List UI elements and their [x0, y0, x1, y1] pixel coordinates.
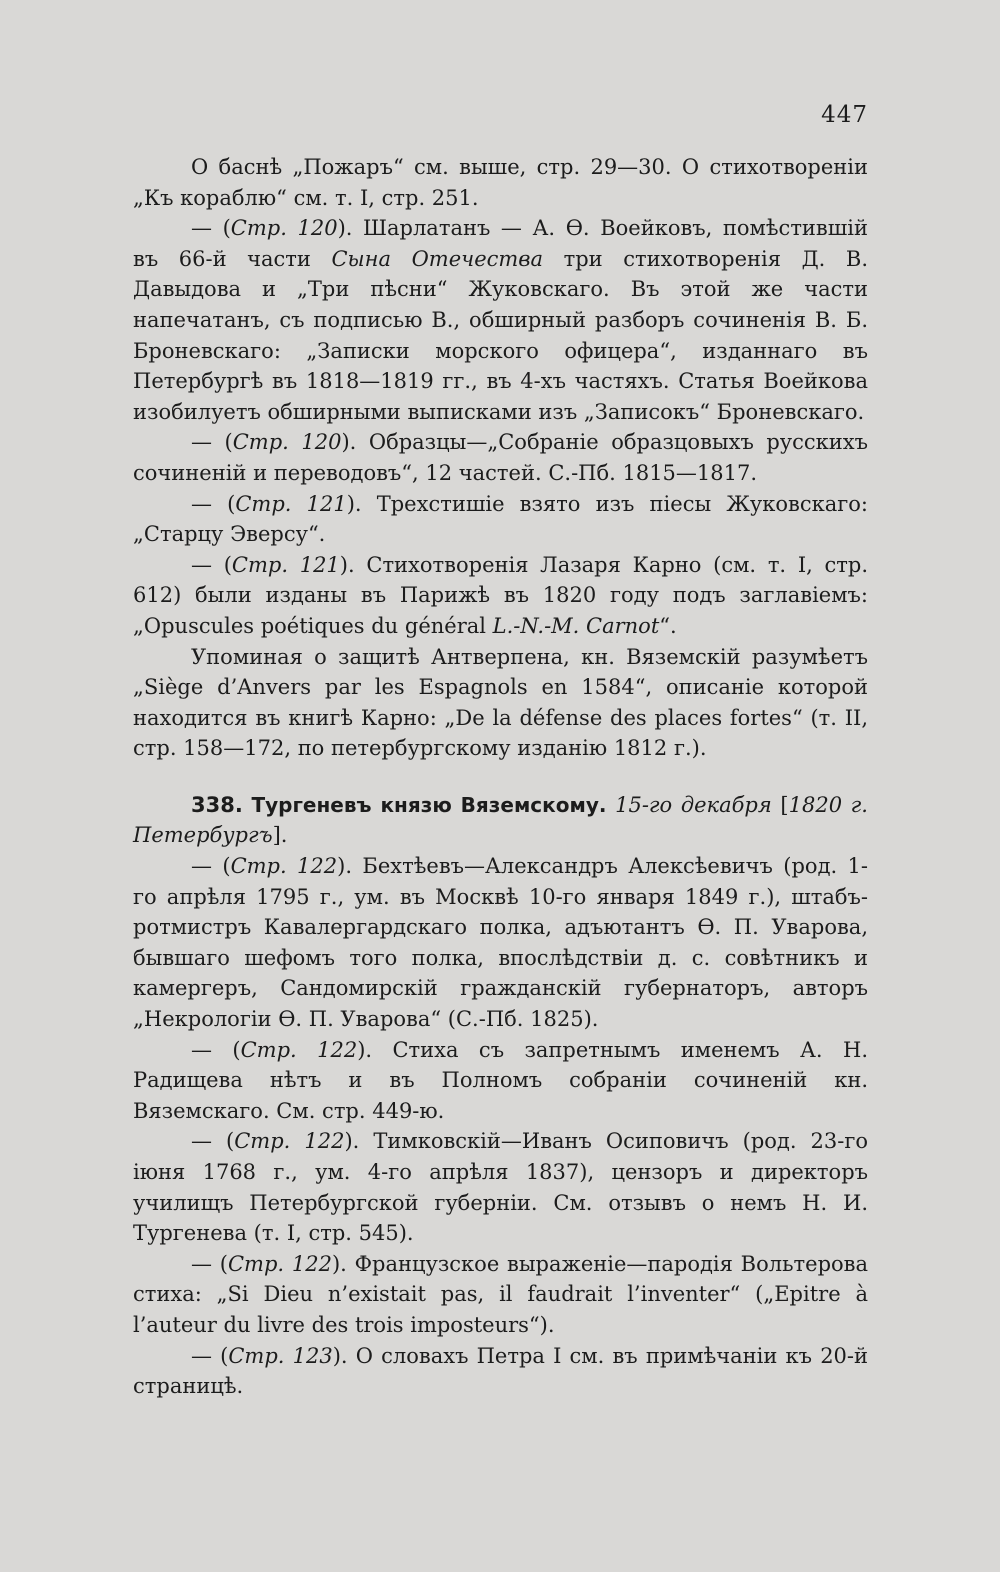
paragraph-text: ). Французское выраженіе—пародія Вольтерова стиха: „Si Dieu n’existait pas, il faudrait l’inventer“ („Epitre à l’auteur du livre des trois imposteurs“).: [133, 1251, 868, 1337]
section-title: Тургеневъ князю Вяземскому.: [251, 792, 607, 817]
paragraph-text: ). О словахъ Петра I см. въ примѣчаніи къ 20-й страницѣ.: [133, 1343, 869, 1399]
paragraph-obraztsy: [133, 427, 868, 488]
paragraph-voltaire: [133, 1249, 868, 1341]
page-reference: Стр. 122: [227, 1251, 332, 1276]
paragraph-text: — (: [191, 216, 231, 241]
paragraph-text: ). Бехтѣевъ—Александръ Алексѣевичъ (род. 1-го апрѣля 1795 г., ум. въ Москвѣ 10-го января 1849 г.), штабъ-ротмистръ Кавалергардскаго полка, адъютантъ Ѳ. П. Уварова, бывшаго шефомъ того полка, впослѣдствіи д. с. совѣтникъ и камергеръ, Сандомирскій гражданскій губернаторъ, авторъ „Некрологіи Ѳ. П. Уварова“ (С.-Пб. 1825).: [133, 854, 869, 1032]
page-body: [133, 152, 868, 1402]
paragraph-antverpen: [133, 642, 868, 764]
paragraph-text: ). Стихотворенія Лазаря Карно (см. т. I, стр. 612) были изданы въ Парижѣ въ 1820 году подъ заглавіемъ: „Opuscules poétiques du général: [133, 552, 868, 638]
paragraph-radishchev: [133, 1035, 868, 1127]
paragraph-text: ). Тимковскій—Иванъ Осиповичъ (род. 23-го іюня 1768 г., ум. 4-го апрѣля 1837), цензоръ и директоръ училищъ Петербургской губерніи. См. отзывъ о немъ Н. И. Тургенева (т. I, стр. 545).: [133, 1129, 869, 1246]
paragraph-text: ). Трехстишіе взято изъ піесы Жуковскаго: „Старцу Эверсу“.: [133, 491, 869, 547]
paragraph-text: — (: [191, 1037, 241, 1062]
journal-title: Сына Отечества: [331, 246, 544, 271]
paragraph-text: ). Стиха съ запретнымъ именемъ А. Н. Радищева нѣтъ и въ Полномъ собраніи сочиненій кн. Вяземскаго. См. стр. 449-ю.: [133, 1037, 868, 1123]
section-number: 338.: [191, 792, 243, 817]
paragraph-petr: [133, 1341, 868, 1402]
paragraph-bekhteev: [133, 851, 868, 1035]
section-spacer: [133, 764, 868, 790]
paragraph-text: — (: [191, 491, 236, 516]
page-reference: Стр. 122: [234, 1129, 345, 1154]
page-reference: Стр. 122: [240, 1037, 358, 1062]
paragraph-text: — (: [191, 552, 232, 577]
paragraph-text: О баснѣ „Пожаръ“ см. выше, стр. 29—30. О стихотвореніи „Къ кораблю“ см. т. I, стр. 251.: [133, 155, 868, 210]
paragraph-text: Упоминая о защитѣ Антверпена, кн. Вяземскій разумѣетъ „Siège d’Anvers par les Espagnols en 1584“, описаніе которой находится въ книгѣ Карно: „De la défense des places fortes“ (т. II, стр. 158—172, по петербургскому изданію 1812 г.).: [133, 644, 868, 761]
page-reference: Стр. 121: [231, 552, 340, 577]
paragraph-text: — (: [191, 1343, 229, 1368]
paragraph-text: ). Шарлатанъ — А. Ѳ. Воейковъ, помѣстившій въ 66-й части: [133, 216, 868, 271]
paragraph-text: ). Образцы—„Собраніе образцовыхъ русскихъ сочиненій и переводовъ“, 12 частей. С.-Пб. 1815—1817.: [133, 430, 868, 485]
paragraph-sharlatan: [133, 213, 868, 427]
paragraph-karno: [133, 550, 868, 642]
paragraph-text: — (: [191, 854, 231, 879]
paragraph-text: — (: [191, 430, 233, 455]
paragraph-text: “.: [659, 613, 677, 638]
page-reference: Стр. 120: [230, 216, 338, 241]
section-date-place: 1820 г. Петербургъ: [133, 792, 868, 848]
section-date: 15-го декабря: [615, 792, 772, 817]
page-reference: Стр. 122: [230, 854, 338, 879]
page-reference: Стр. 121: [235, 491, 347, 516]
page-reference: Стр. 123: [228, 1343, 333, 1368]
section-bracket-close: ].: [272, 823, 288, 848]
paragraph-basnya: [133, 152, 868, 213]
page-reference: Стр. 120: [232, 430, 342, 455]
author-name: L.-N.-M. Carnot: [492, 613, 660, 638]
paragraph-timkovsky: [133, 1126, 868, 1248]
paragraph-text: три стихотворенія Д. В. Давыдова и „Три пѣсни“ Жуковскаго. Въ этой же части напечатанъ, съ подписью В., обширный разборъ сочиненія В. Б. Броневскаго: „Записки морского офицера“, изданнаго въ Петербургѣ въ 1818—1819 гг., въ 4-хъ частяхъ. Статья Воейкова изобилуетъ обширными выписками изъ „Записокъ“ Броневскаго.: [133, 246, 868, 424]
page-number: 447: [821, 102, 868, 128]
paragraph-text: — (: [191, 1129, 235, 1154]
paragraph-text: — (: [191, 1251, 228, 1276]
section-bracket-open: [: [771, 792, 789, 817]
paragraph-trekhstishie: [133, 489, 868, 550]
section-heading: [133, 790, 868, 851]
